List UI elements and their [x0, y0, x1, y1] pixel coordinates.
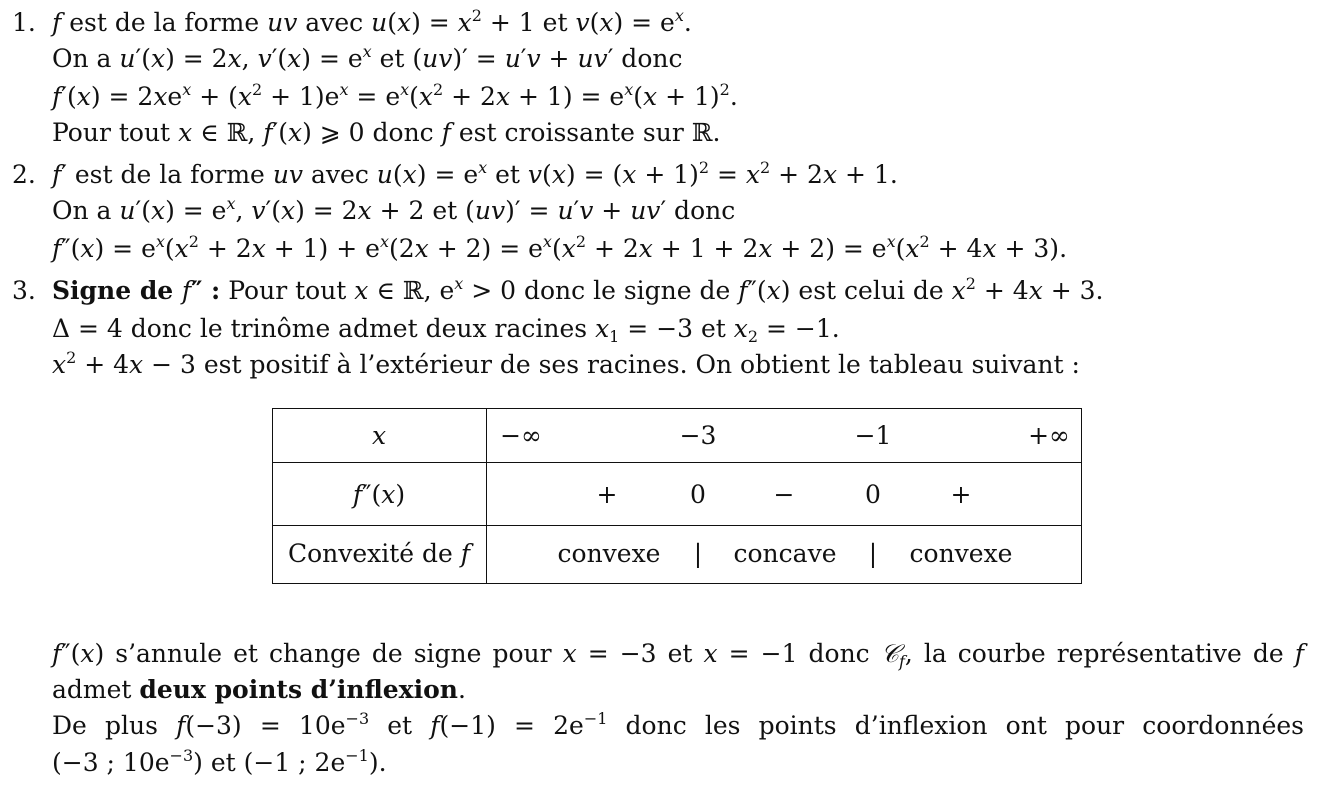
conclusion-line2: admet deux points d’inflexion.: [52, 675, 466, 704]
item3-line2: Δ = 4 donc le trinôme admet deux racines $x_1 = -3$ et $x_2 = -1$.: [52, 314, 840, 346]
item-number-2: 2.: [12, 160, 36, 189]
item2-line2: On a $u'(x) = e^x$, v′(x) = 2x + 2 et (uv)′ = u′v + uv′ donc: [52, 194, 736, 225]
item-number-3: 3.: [12, 276, 36, 305]
table-vline: [486, 409, 487, 583]
table-separator: |: [868, 539, 878, 568]
table-convexity: convexe: [557, 539, 661, 568]
table-convexity: convexe: [909, 539, 1013, 568]
item1-line1: f est de la forme uv avec $u(x) = x^2 + 1$ et $v(x) = e^x$.: [52, 6, 692, 37]
table-convexity: concave: [733, 539, 837, 568]
table-sign: −: [773, 480, 795, 509]
table-x-value: −∞: [500, 421, 542, 450]
table-x-value: −1: [854, 421, 892, 450]
sign-table: [272, 408, 1082, 584]
item1-line3: $f'(x) = 2xe^x + (x^2 + 1)e^x = e^x(x^2 + 2x + 1) = e^x(x + 1)^2$.: [52, 80, 738, 111]
conclusion-line3: De plus $f(-3) = 10e^{-3}$ et $f(-1) = 2e^{-1}$ donc les points d’inflexion ont pour coordonnées: [52, 709, 1304, 740]
item-number-1: 1.: [12, 8, 36, 37]
table-separator: |: [693, 539, 703, 568]
table-x-value: −3: [679, 421, 717, 450]
item3-line1: Signe de f″ : Pour tout x ∈ ℝ, $e^x > 0$ donc le signe de f″(x) est celui de $x^2 + 4x + 3$.: [52, 274, 1104, 305]
table-hline-2: [273, 525, 1081, 526]
item2-line1: f′ est de la forme uv avec $u(x) = e^x$ et $v(x) = (x + 1)^2 = x^2 + 2x + 1$.: [52, 158, 898, 189]
table-sign: +: [950, 480, 972, 509]
table-hline-1: [273, 462, 1081, 463]
item1-line2: On a u′(x) = 2x, $v'(x) = e^x$ et (uv)′ = u′v + uv′ donc: [52, 42, 683, 73]
item2-line3: $f''(x) = e^x(x^2 + 2x + 1) + e^x(2x + 2) = e^x(x^2 + 2x + 1 + 2x + 2) = e^x(x^2 + 4x + 3)$.: [52, 232, 1068, 263]
table-row2-label: f″(x): [352, 480, 406, 509]
table-zero: 0: [865, 480, 881, 509]
table-row3-label: Convexité de f: [287, 539, 471, 568]
table-row1-label: x: [371, 421, 387, 450]
table-x-value: +∞: [1028, 421, 1070, 450]
item3-line3: $x^2 + 4x - 3$ est positif à l’extérieur de ses racines. On obtient le tableau suivant :: [52, 348, 1080, 379]
conclusion-line1: f″(x) s’annule et change de signe pour x = −3 et x = −1 donc 𝒞$_f$, la courbe représentative de f: [52, 639, 1304, 671]
table-zero: 0: [690, 480, 706, 509]
item1-line4: Pour tout x ∈ ℝ, f′(x) ⩾ 0 donc f est croissante sur ℝ.: [52, 118, 721, 147]
conclusion-line4: (−3 ; $10e^{-3}$) et (−1 ; $2e^{-1}$).: [52, 746, 387, 777]
table-sign: +: [596, 480, 618, 509]
